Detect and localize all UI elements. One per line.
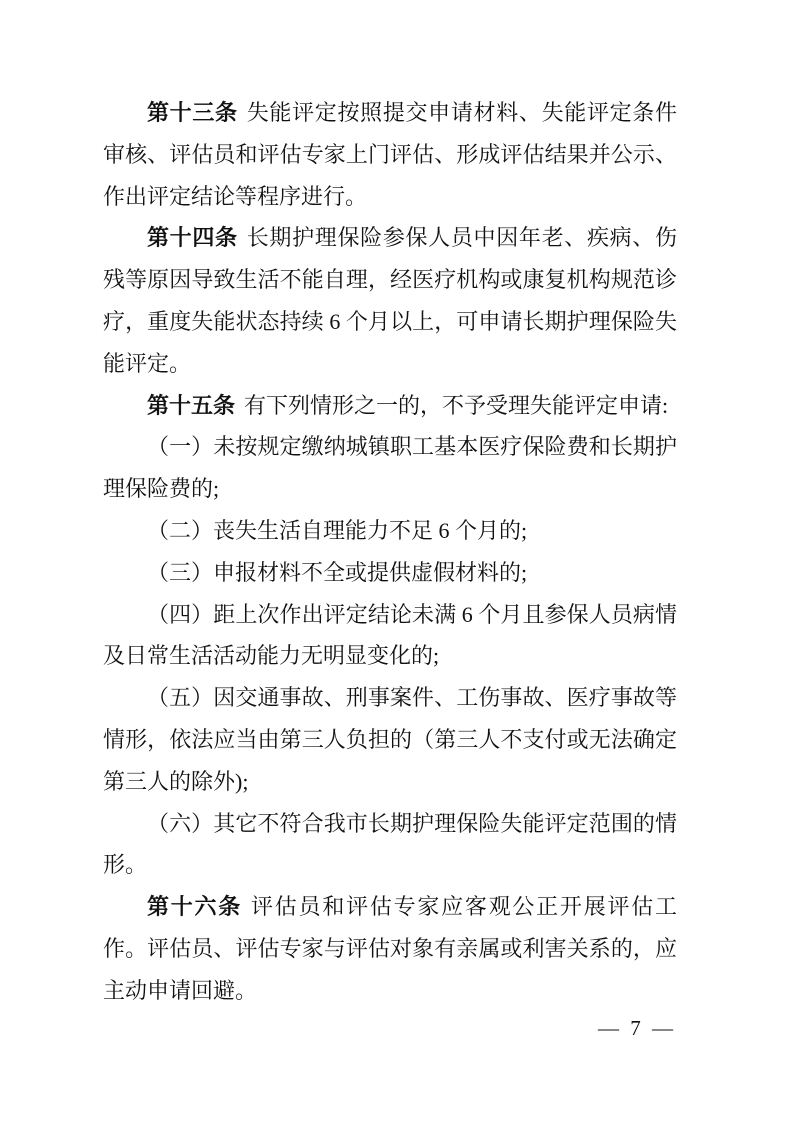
paragraph-article-16 [103, 886, 677, 1011]
list-item-5-text: （五）因交通事故、刑事案件、工伤事故、医疗事故等情形，依法应当由第三人负担的（第三人不支付或无法确定第三人的除外); [103, 685, 677, 794]
list-item-4-text: （四）距上次作出评定结论未满 6 个月且参保人员病情及日常生活活动能力无明显变化的; [103, 601, 677, 669]
page-number: — 7 — [598, 1016, 676, 1040]
article-16-text: 评估员和评估专家应客观公正开展评估工作。评估员、评估专家与评估对象有亲属或利害关系的，应主动申请回避。 [103, 894, 677, 1003]
article-15-text: 有下列情形之一的，不予受理失能评定申请: [244, 392, 669, 418]
list-item-3-text: （三）申报材料不全或提供虚假材料的; [147, 559, 528, 585]
article-14-text: 长期护理保险参保人员中因年老、疾病、伤残等原因导致生活不能自理，经医疗机构或康复机构规范诊疗，重度失能状态持续 6 个月以上，可申请长期护理保险失能评定。 [103, 225, 677, 376]
article-14-label: 第十四条 [147, 225, 238, 251]
list-item-4 [103, 594, 677, 678]
article-16-label: 第十六条 [147, 894, 243, 920]
paragraph-article-13 [103, 92, 677, 217]
paragraph-article-14 [103, 217, 677, 384]
article-15-label: 第十五条 [147, 392, 236, 418]
list-item-5 [103, 677, 677, 802]
list-item-6 [103, 803, 677, 887]
paragraph-article-15 [103, 385, 677, 427]
article-13-label: 第十三条 [147, 100, 238, 125]
list-item-1-text: （一）未按规定缴纳城镇职工基本医疗保险费和长期护理保险费的; [103, 434, 677, 502]
article-13-text: 失能评定按照提交申请材料、失能评定条件审核、评估员和评估专家上门评估、形成评估结果并公示、作出评定结论等程序进行。 [103, 100, 677, 209]
list-item-6-text: （六）其它不符合我市长期护理保险失能评定范围的情形。 [103, 810, 677, 878]
list-item-1 [103, 426, 677, 510]
list-item-2-text: （二）丧失生活自理能力不足 6 个月的; [147, 517, 528, 543]
list-item-2 [103, 510, 677, 552]
list-item-3 [103, 552, 677, 594]
document-body [103, 92, 677, 1012]
